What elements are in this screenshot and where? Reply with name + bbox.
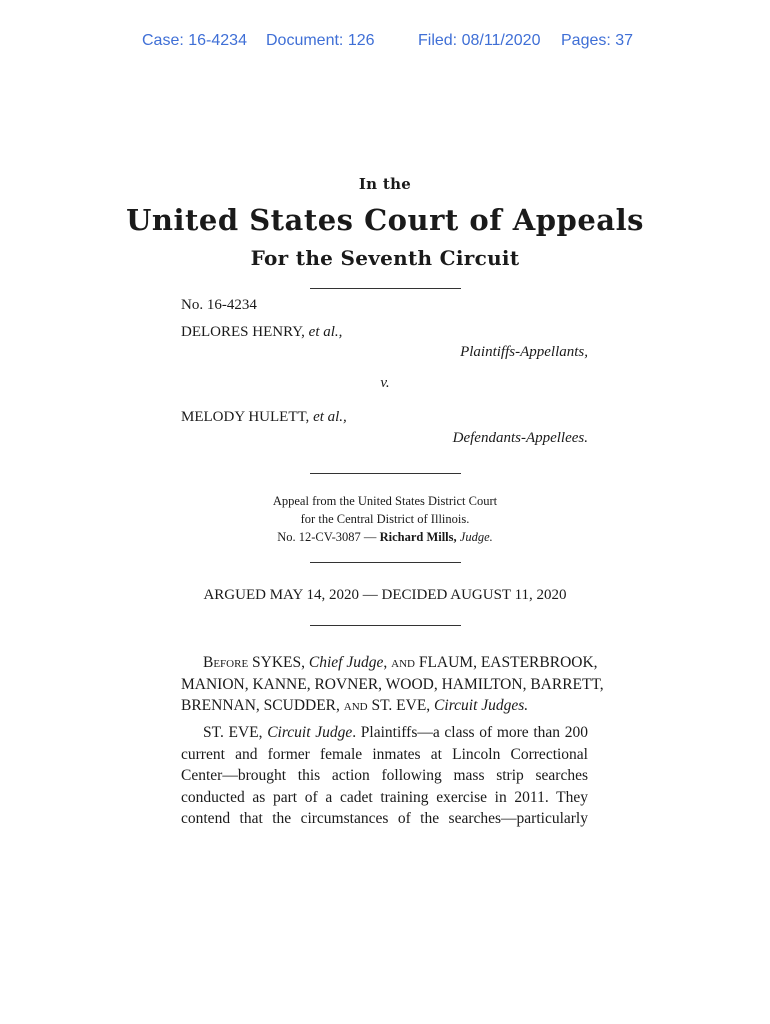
opinion-line: conducted as part of a cadet training exercise in 2011. They [181, 788, 588, 806]
panel-line: MANION, KANNE, ROVNER, WOOD, HAMILTON, BARRETT, [181, 675, 604, 693]
versus: v. [380, 375, 390, 391]
argued-decided-dates: ARGUED MAY 14, 2020 — DECIDED AUGUST 11, 2020 [203, 587, 567, 603]
defendant-etal: et al., [313, 409, 347, 425]
defendant-role: Defendants-Appellees. [452, 430, 588, 446]
docket-number: No. 16-4234 [181, 297, 257, 313]
case-number: Case: 16-4234 [142, 32, 247, 49]
opinion-line: Center—brought this action following mass strip searches [181, 767, 588, 784]
opinion-paragraph [181, 722, 588, 830]
district-judge-title: Judge. [459, 530, 493, 544]
opinion-line: current and former female inmates at Lincoln Correctional [181, 745, 588, 763]
divider-rule [310, 625, 461, 626]
lower-court-docket: No. 12-CV-3087 — [277, 530, 380, 544]
document-number: Document: 126 [266, 32, 375, 49]
opinion-line: contend that the circumstances of the searches—particularly [181, 810, 588, 827]
plaintiff-role: Plaintiffs-Appellants, [460, 344, 588, 360]
filing-header [0, 32, 770, 54]
circuit-name: For the Seventh Circuit [250, 246, 520, 270]
defendant-party: MELODY HULETT, [181, 409, 310, 425]
in-the-heading: In the [358, 175, 412, 193]
plaintiff-party: DELORES HENRY, [181, 324, 305, 340]
appeal-line-1: Appeal from the United States District Court [272, 494, 498, 508]
filed-date: Filed: 08/11/2020 [418, 32, 541, 49]
district-judge-name: Richard Mills, [379, 530, 457, 544]
court-name: United States Court of Appeals [126, 203, 644, 237]
appeal-line-2: for the Central District of Illinois. [300, 512, 470, 526]
page-count: Pages: 37 [561, 32, 634, 49]
panel-line: BRENNAN, SCUDDER, and ST. EVE, Circuit Judges. [181, 697, 529, 714]
appeal-line-3 [0, 528, 770, 546]
plaintiff-etal: et al., [308, 324, 343, 340]
panel-line: Before SYKES, Chief Judge, and FLAUM, EASTERBROOK, [203, 654, 598, 671]
divider-rule [310, 288, 461, 289]
panel-paragraph [181, 652, 604, 717]
opinion-line: ST. EVE, Circuit Judge. Plaintiffs—a class of more than 200 [203, 724, 588, 741]
plaintiff-name [181, 324, 342, 341]
defendant-name [181, 409, 347, 426]
appeal-info [0, 492, 770, 546]
divider-rule [310, 473, 461, 474]
divider-rule [310, 562, 461, 563]
